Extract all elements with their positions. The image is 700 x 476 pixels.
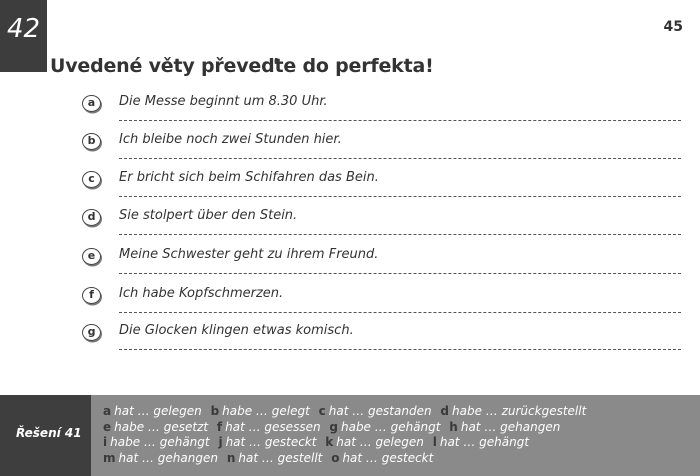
answer-line[interactable] (119, 234, 681, 235)
item-sentence: Er bricht sich beim Schifahren das Bein. (119, 170, 379, 185)
item-sentence: Die Messe beginnt um 8.30 Uhr. (119, 94, 328, 109)
solution-letter: h (449, 419, 458, 434)
solution-text: habe … zurückgestellt (452, 404, 587, 418)
solution-letter: n (226, 450, 236, 465)
solution-letter: m (103, 450, 116, 465)
solutions-row (103, 420, 591, 436)
solutions-row (103, 451, 591, 467)
item-letter-badge: e (82, 248, 101, 265)
exercise-item-c (80, 171, 680, 209)
solution-text: hat … gesteckt (225, 435, 317, 449)
item-letter-badge: f (82, 287, 101, 304)
item-sentence: Die Glocken klingen etwas komisch. (119, 323, 354, 338)
solution-letter: k (325, 435, 334, 449)
solution-letter: i (103, 435, 108, 449)
answer-line[interactable] (119, 196, 681, 197)
exercise-number-box (0, 0, 47, 72)
exercise-item-b (80, 133, 680, 171)
item-letter-badge: b (82, 133, 101, 150)
solutions-label-box (0, 395, 91, 476)
solution-text: hat … gehängt (439, 435, 530, 449)
solution-letter: j (218, 435, 223, 449)
item-sentence: Sie stolpert über den Stein. (119, 208, 298, 223)
exercise-item-g (80, 324, 680, 362)
solution-text: habe … gesetzt (114, 419, 209, 434)
exercise-item-d (80, 209, 680, 247)
solution-letter: c (318, 404, 326, 418)
exercise-item-a (80, 95, 680, 133)
solution-text: hat … gestellt (238, 450, 323, 465)
solution-letter: b (210, 404, 220, 418)
item-sentence: Ich habe Kopfschmerzen. (119, 286, 284, 301)
answer-line[interactable] (119, 120, 681, 121)
exercise-item-e (80, 248, 680, 286)
answer-line[interactable] (119, 273, 681, 274)
solutions-row (103, 404, 591, 420)
solution-text: habe … gelegt (222, 404, 310, 418)
item-letter-badge: c (82, 171, 101, 188)
exercise-title: Uvedené věty převeďte do perfekta! (50, 55, 434, 77)
solution-letter: e (103, 419, 112, 434)
answer-line[interactable] (119, 158, 681, 159)
exercise-number: 42 (7, 14, 41, 44)
solution-letter: f (216, 419, 223, 434)
solution-text: hat … gelegen (336, 435, 424, 449)
solution-text: habe … gehängt (340, 419, 441, 434)
solution-text: hat … gesteckt (342, 450, 434, 465)
solution-letter: l (432, 435, 437, 449)
page-number: 45 (663, 19, 683, 35)
solutions-footer (0, 395, 700, 476)
solutions-label: Řešení 41 (16, 426, 82, 440)
solutions-list (103, 404, 591, 466)
solution-letter: a (103, 404, 112, 418)
item-letter-badge: d (82, 209, 101, 226)
exercise-item-f (80, 287, 680, 325)
solution-text: hat … gehangen (118, 450, 218, 465)
item-letter-badge: g (82, 324, 101, 341)
solution-text: hat … gesessen (225, 419, 321, 434)
solution-text: hat … gestanden (328, 404, 432, 418)
item-sentence: Ich bleibe noch zwei Stunden hier. (119, 132, 342, 147)
item-sentence: Meine Schwester geht zu ihrem Freund. (119, 247, 379, 262)
solution-text: habe … gehängt (110, 435, 210, 449)
solution-text: hat … gehangen (460, 419, 561, 434)
item-letter-badge: a (82, 95, 101, 112)
answer-line[interactable] (119, 312, 681, 313)
solution-text: hat … gelegen (114, 404, 202, 418)
answer-line[interactable] (119, 349, 681, 350)
solution-letter: d (440, 404, 449, 418)
solution-letter: o (331, 450, 340, 465)
solution-letter: g (329, 419, 338, 434)
solutions-row (103, 435, 591, 451)
